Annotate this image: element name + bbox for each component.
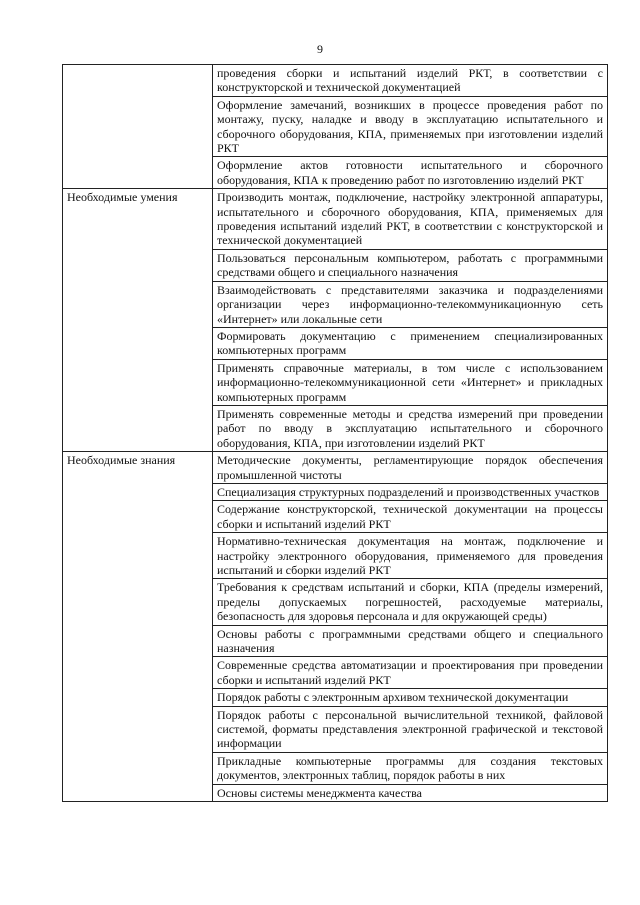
requirement-cell: Формировать документацию с применением специализированных компьютерных программ (213, 327, 608, 359)
requirement-cell: Прикладные компьютерные программы для создания текстовых документов, электронных таблиц, порядок работы в них (213, 752, 608, 784)
requirement-cell: Производить монтаж, подключение, настройку электронной аппаратуры, испытательного и сборочного оборудования, КПА, применяемых для проведения испытаний изделий РКТ, в соответствии с конструкторской и технической документацией (213, 189, 608, 250)
requirement-cell: Требования к средствам испытаний и сборки, КПА (пределы измерений, пределы допускаемых погрешностей, расходуемые материалы, безопасность для здоровья персонала и для окружающей среды) (213, 579, 608, 625)
section-label-empty (63, 65, 213, 189)
requirement-cell: Оформление актов готовности испытательного и сборочного оборудования, КПА к проведению работ по изготовлению изделий РКТ (213, 157, 608, 189)
section-label: Необходимые умения (63, 189, 213, 452)
requirement-cell: Порядок работы с электронным архивом технической документации (213, 689, 608, 706)
requirement-cell: Современные средства автоматизации и проектирования при проведении сборки и испытаний изделий РКТ (213, 657, 608, 689)
table-row (63, 452, 608, 484)
requirements-table (62, 64, 608, 802)
requirement-cell: Пользоваться персональным компьютером, работать с программными средствами общего и специального назначения (213, 249, 608, 281)
requirement-cell: Основы системы менеджмента качества (213, 784, 608, 801)
requirement-cell: Порядок работы с персональной вычислительной техникой, файловой системой, форматы представления электронной графической и текстовой информации (213, 706, 608, 752)
table-row (63, 65, 608, 97)
requirement-cell: Нормативно-техническая документация на монтаж, подключение и настройку электронного оборудования, применяемого для проведения испытаний и сборки изделий РКТ (213, 533, 608, 579)
requirement-cell: Взаимодействовать с представителями заказчика и подразделениями организации через информационно-телекоммуникационную сеть «Интернет» или локальные сети (213, 281, 608, 327)
requirement-cell: Применять современные методы и средства измерений при проведении работ по вводу в эксплуатацию испытательного и сборочного оборудования, КПА, при изготовлении изделий РКТ (213, 405, 608, 451)
requirement-cell: Методические документы, регламентирующие порядок обеспечения промышленной чистоты (213, 452, 608, 484)
section-label: Необходимые знания (63, 452, 213, 802)
requirement-cell: Оформление замечаний, возникших в процессе проведения работ по монтажу, пуску, наладке и вводу в эксплуатацию испытательного и сборочного оборудования, КПА, применяемых при изготовлении изделий РКТ (213, 96, 608, 157)
requirement-cell: проведения сборки и испытаний изделий РКТ, в соответствии с конструкторской и технической документацией (213, 65, 608, 97)
page-number: 9 (317, 42, 323, 56)
requirement-cell: Применять справочные материалы, в том числе с использованием информационно-телекоммуникационной сети «Интернет» и прикладных компьютерных программ (213, 359, 608, 405)
requirement-cell: Специализация структурных подразделений и производственных участков (213, 483, 608, 500)
requirement-cell: Основы работы с программными средствами общего и специального назначения (213, 625, 608, 657)
table-row (63, 189, 608, 250)
requirement-cell: Содержание конструкторской, технической документации на процессы сборки и испытаний изделий РКТ (213, 501, 608, 533)
